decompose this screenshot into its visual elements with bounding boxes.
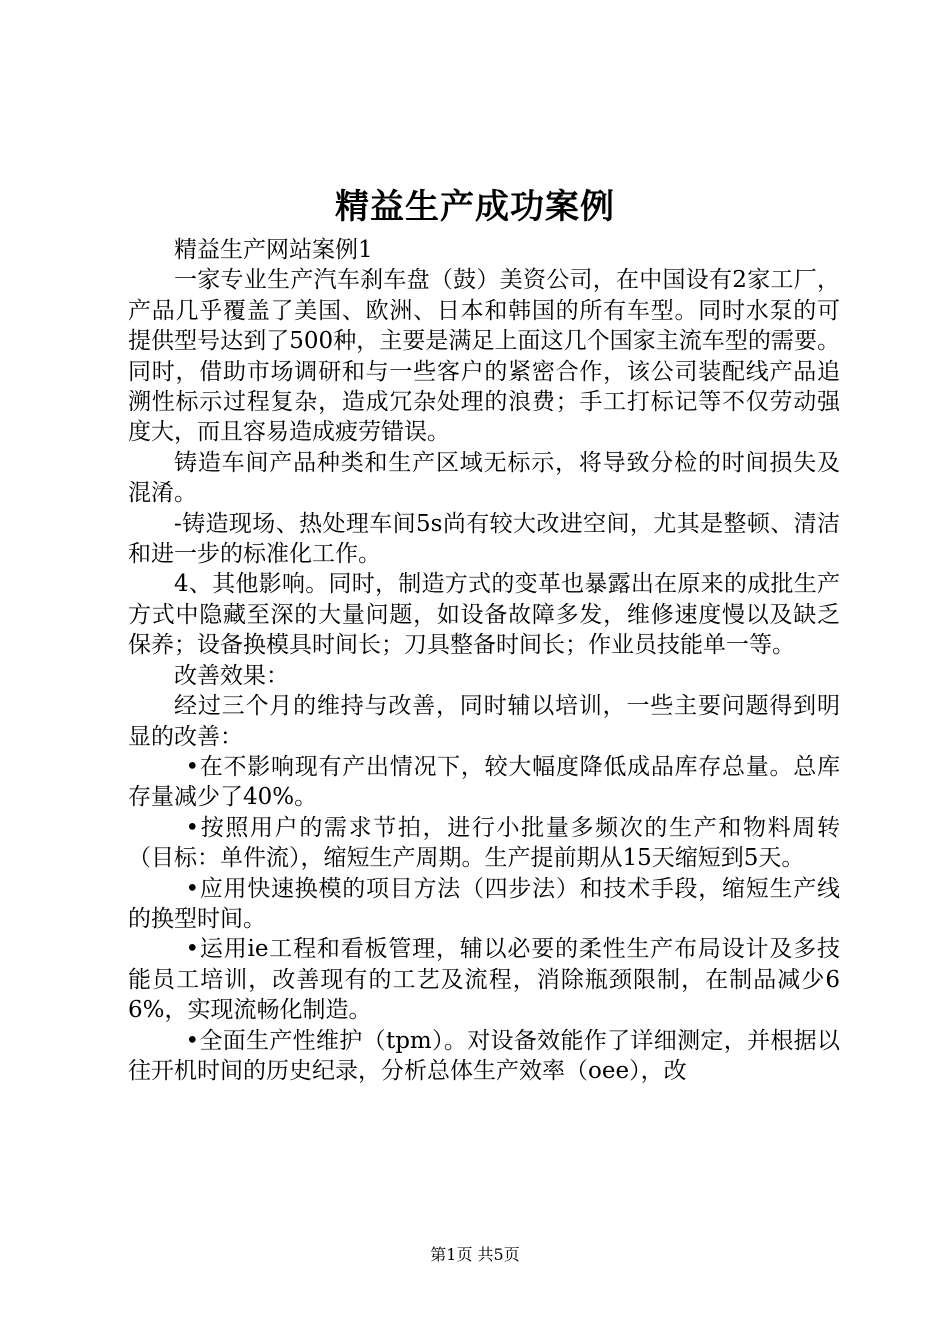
- bullet-takt: •按照用户的需求节拍，进行小批量多频次的生产和物料周转（目标：单件流），缩短生产周期。生产提前期从15天缩短到5天。: [128, 814, 840, 872]
- paragraph-improvement-heading: 改善效果：: [174, 662, 289, 689]
- paragraph-improvement-summary: 经过三个月的维持与改善，同时辅以培训，一些主要问题得到明显的改善：: [128, 693, 840, 750]
- paragraph-5s: -铸造现场、热处理车间5s尚有较大改进空间，尤其是整顿、清洁和进一步的标准化工作。: [128, 510, 840, 568]
- document-title: 精益生产成功案例: [335, 187, 615, 227]
- bullet-inventory: •在不影响现有产出情况下，较大幅度降低成品库存总量。总库存量减少了40%。: [128, 753, 840, 811]
- paragraph-case-heading: 精益生产网站案例1: [174, 237, 373, 263]
- paragraph-company-intro: 一家专业生产汽车刹车盘（鼓）美资公司，在中国设有2家工厂，产品几乎覆盖了美国、欧洲、日本和韩国的所有车型。同时水泵的可提供型号达到了500种，主要是满足上面这几个国家主流车型的需要。同时，借助市场调研和与一些客户的紧密合作，该公司装配线产品追溯性标示过程复杂，造成冗杂处理的浪费；手工打标记等不仅劳动强度大，而且容易造成疲劳错误。: [128, 267, 840, 446]
- bullet-tpm: •全面生产性维护（tpm）。对设备效能作了详细测定，并根据以往开机时间的历史纪录，分析总体生产效率（oee），改: [128, 1027, 840, 1084]
- bullet-ie-kanban: •运用ie工程和看板管理，辅以必要的柔性生产布局设计及多技能员工培训，改善现有的工艺及流程，消除瓶颈限制，在制品减少66%，实现流畅化制造。: [128, 936, 840, 1024]
- page-indicator: 第1页 共5页: [430, 1245, 520, 1264]
- document-body: [128, 235, 840, 1086]
- paragraph-casting-workshop: 铸造车间产品种类和生产区域无标示，将导致分检的时间损失及混淆。: [128, 449, 840, 507]
- bullet-quick-changeover: •应用快速换模的项目方法（四步法）和技术手段，缩短生产线的换型时间。: [128, 875, 840, 932]
- paragraph-other-impacts: 4、其他影响。同时，制造方式的变革也暴露出在原来的成批生产方式中隐藏至深的大量问题，如设备故障多发，维修速度慢以及缺乏保养；设备换模具时间长；刀具整备时间长；作业员技能单一等。: [128, 571, 840, 659]
